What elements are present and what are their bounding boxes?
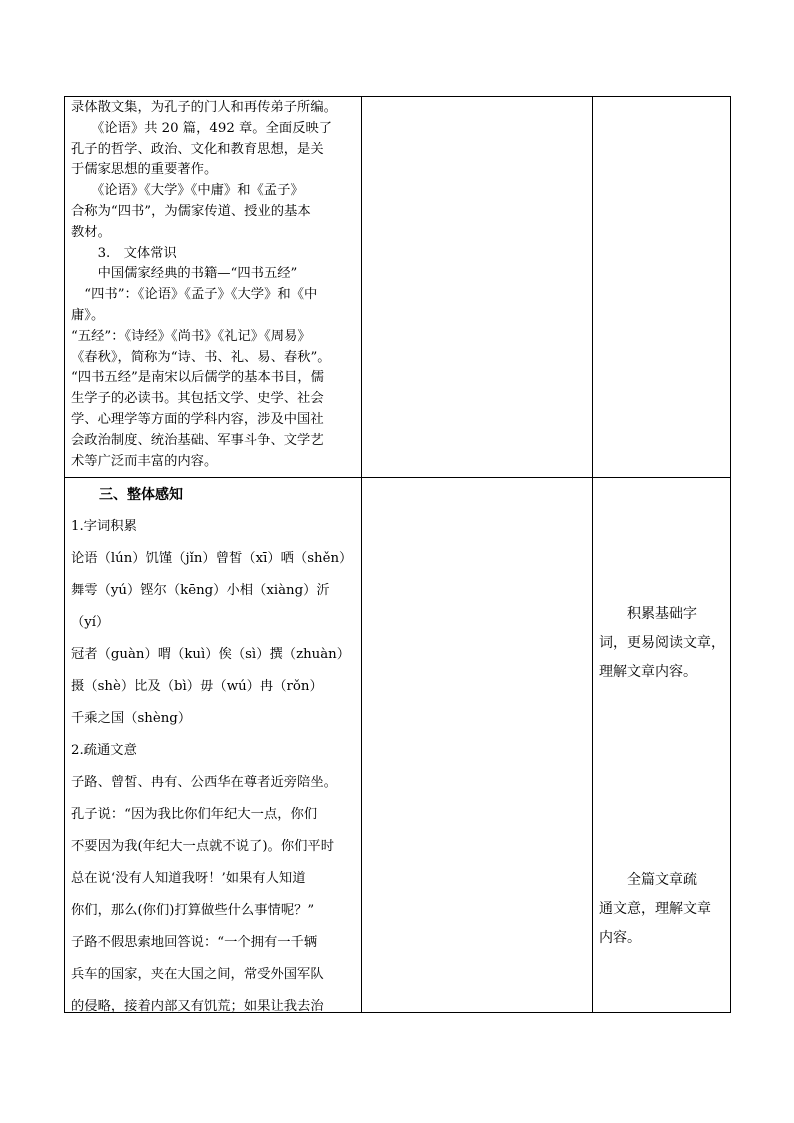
lesson-table xyxy=(64,96,731,1013)
text-line: 生学子的必读书。其包括文学、史学、社会 xyxy=(71,391,324,407)
text-line: “四书五经”是南宋以后儒学的基本书目，儒 xyxy=(71,370,324,386)
empty-cell xyxy=(362,97,593,478)
text-line: 子路不假思索地回答说：“一个拥有一千辆 xyxy=(71,935,318,950)
text-line: 千乘之国（shèng） xyxy=(71,711,192,726)
text-line: 兵车的国家，夹在大国之间，常受外国军队 xyxy=(71,967,324,982)
empty-cell xyxy=(362,478,593,1013)
note-line: 内容。 xyxy=(599,930,641,946)
note-line: 词，更易阅读文章， xyxy=(599,635,725,651)
text-line: 庸》。 xyxy=(71,308,105,323)
notes-cell xyxy=(593,478,731,1013)
note-line: 全篇文章疏 xyxy=(599,872,697,888)
text-line: 不要因为我(年纪大一点就不说了)。你们平时 xyxy=(71,839,335,854)
content-cell xyxy=(65,478,362,1013)
text-line: “五经”：《诗经》《尚书》《礼记》《周易》 xyxy=(71,328,311,344)
text-line: 冠者（guàn）喟（kuì）俟（sì）撰（zhuàn） xyxy=(71,647,351,662)
text-line: 孔子说：“因为我比你们年纪大一点，你们 xyxy=(71,807,318,822)
text-line: 孔子的哲学、政治、文化和教育思想，是关 xyxy=(71,141,324,157)
table-row xyxy=(65,97,731,478)
text-line: 3. 文体常识 xyxy=(71,245,177,261)
text-line: “四书”：《论语》《孟子》《大学》和《中 xyxy=(71,287,318,303)
section-heading: 三、整体感知 xyxy=(71,487,183,503)
text-line: 录体散文集，为孔子的门人和再传弟子所编。 xyxy=(71,100,337,115)
text-line: 2.疏通文意 xyxy=(71,743,137,758)
text-line: 摄（shè）比及（bì）毋（wú）冉（rǒn） xyxy=(71,679,323,694)
text-line: 论语（lún）饥馑（jǐn）曾皙（xī）哂（shěn） xyxy=(71,551,353,566)
note-line: 积累基础字 xyxy=(599,606,697,622)
empty-cell xyxy=(593,97,731,478)
note-line: 通文意，理解文章 xyxy=(599,901,711,917)
content-cell xyxy=(65,97,362,478)
text-line: 的侵略，接着内部又有饥荒；如果让我去治 xyxy=(71,999,324,1014)
text-line: 《论语》《大学》《中庸》和《孟子》 xyxy=(71,183,304,199)
table-row xyxy=(65,478,731,1013)
text-line: 术等广泛而丰富的内容。 xyxy=(71,453,218,469)
text-line: 合称为“四书”，为儒家传道、授业的基本 xyxy=(71,204,311,219)
text-line: 教材。 xyxy=(71,224,111,240)
text-line: 舞雩（yú）铿尔（kēng）小相（xiàng）沂 xyxy=(71,583,330,598)
text-line: 你们，那么(你们)打算做些什么事情呢？” xyxy=(71,903,315,918)
text-line: 学、心理学等方面的学科内容，涉及中国社 xyxy=(71,412,324,427)
text-line: 会政治制度、统治基础、军事斗争、文学艺 xyxy=(71,432,324,448)
text-line: 于儒家思想的重要著作。 xyxy=(71,162,218,178)
text-line: 《春秋》，简称为“诗、书、礼、易、春秋”。 xyxy=(71,349,331,365)
text-line: 中国儒家经典的书籍—“四书五经” xyxy=(71,266,298,282)
text-line: 总在说‘没有人知道我呀！’如果有人知道 xyxy=(71,871,306,886)
text-line: 《论语》共 20 篇，492 章。全面反映了 xyxy=(71,120,333,136)
text-line: （yí） xyxy=(71,615,110,630)
note-line: 理解文章内容。 xyxy=(599,664,697,680)
text-line: 子路、曾皙、冉有、公西华在尊者近旁陪坐。 xyxy=(71,775,337,790)
text-line: 1.字词积累 xyxy=(71,519,137,534)
